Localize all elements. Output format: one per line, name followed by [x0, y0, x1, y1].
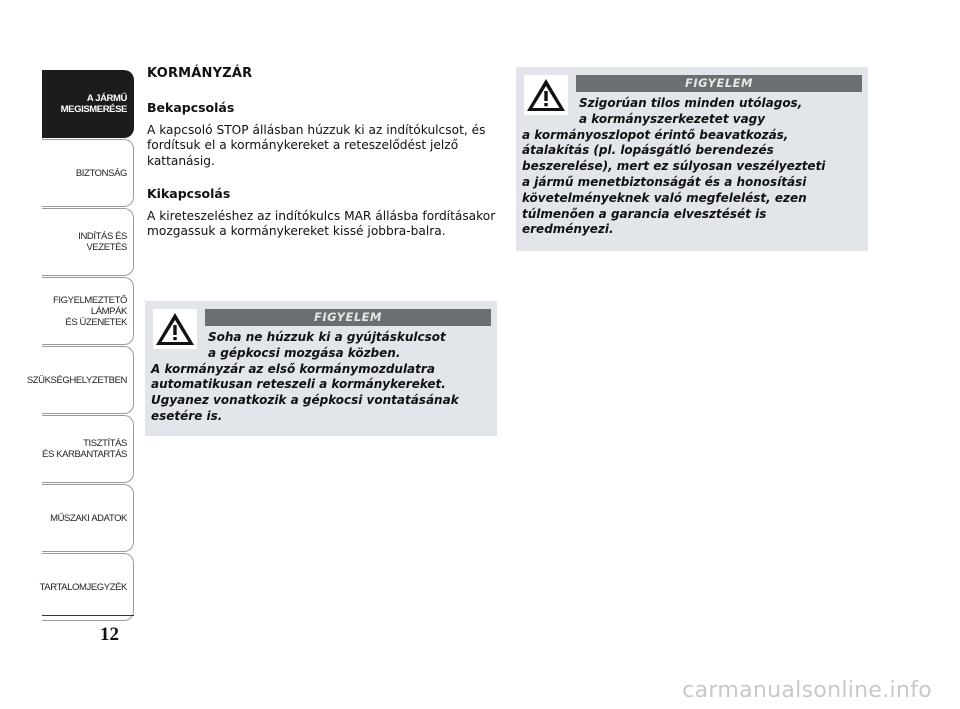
section-text-lock: A kapcsoló STOP állásban húzzuk ki az indítókulcsot, és fordítsuk el a kormánykereket a reteszelődést jelző kattanásig. — [147, 123, 486, 168]
section-text-unlock: A kireteszeléshez az indítókulcs MAR állásba fordításakor mozgassuk a kormánykereket kissé jobbra-balra. — [147, 208, 496, 239]
tab-index[interactable]: TARTALOMJEGYZÉK — [42, 553, 134, 621]
warning-text: Szigorúan tilos minden utólagos, a kormányszerkezetet vagy a kormányoszlopot érintő beavatkozás, átalakítás (pl. lopásgátló berendezés beszerelése), mert ez súlyosan veszélyezteti a jármű menetbiztonságát és a honosítási követelményeknek való megfelelést, ezen túlmenően a garancia elvesztését is eredményezi. — [522, 96, 826, 237]
sidebar-divider — [42, 615, 134, 616]
main-content — [147, 66, 502, 256]
page-title: KORMÁNYZÁR — [147, 66, 253, 81]
section-heading-lock: Bekapcsolás — [147, 100, 235, 115]
page-number: 12 — [100, 624, 119, 645]
tab-safety[interactable]: BIZTONSÁG — [42, 139, 134, 207]
tab-maintenance[interactable]: TISZTÍTÁS ÉS KARBANTARTÁS — [42, 415, 134, 483]
warning-text: Soha ne húzzuk ki a gyújtáskulcsot a gépkocsi mozgása közben. A kormányzár az első kormánymozdulatra automatikusan reteszeli a kormánykereket. Ugyanez vonatkozik a gépkocsi vontatásának esetére is. — [151, 330, 459, 423]
tab-emergency[interactable]: SZÜKSÉGHELYZETBEN — [42, 346, 134, 414]
watermark: carmanualsonline.info — [682, 678, 932, 703]
tab-starting-driving[interactable]: INDÍTÁS ÉS VEZETÉS — [42, 208, 134, 276]
warning-label: FIGYELEM — [576, 75, 862, 92]
warning-label: FIGYELEM — [205, 309, 491, 326]
warning-box-right — [516, 67, 868, 251]
tab-vehicle-overview[interactable]: A JÁRMŰ MEGISMERÉSE — [42, 70, 134, 138]
tab-technical-data[interactable]: MŰSZAKI ADATOK — [42, 484, 134, 552]
tab-warning-lights[interactable]: FIGYELMEZTETŐ LÁMPÁK ÉS ÜZENETEK — [42, 277, 134, 345]
section-heading-unlock: Kikapcsolás — [147, 185, 231, 201]
warning-box-left — [145, 301, 497, 436]
